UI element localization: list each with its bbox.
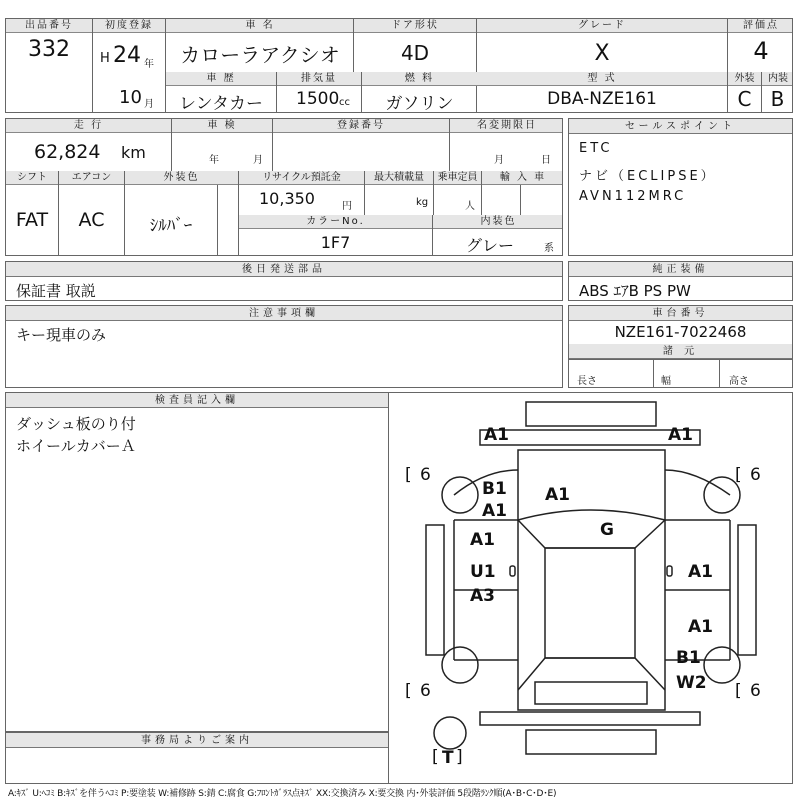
name-change-day-unit: 日 (541, 155, 551, 166)
aircon-label: エアコン (59, 171, 124, 185)
sale-point-3: AVN112MRC (579, 189, 687, 204)
inspector-label: 検査員記入欄 (6, 393, 388, 408)
later-parts-label: 後日発送部品 (6, 262, 562, 277)
car-name: カローラアクシオ (180, 43, 340, 67)
mileage-label: 走 行 (6, 119, 171, 133)
mid-table (5, 118, 563, 256)
damage-mark: A1 (688, 617, 713, 637)
history-label: 車 歴 (166, 72, 276, 86)
damage-mark: B1 (676, 648, 701, 668)
reg-no-label: 登録番号 (273, 119, 449, 133)
fuel: ガソリン (385, 94, 454, 113)
damage-mark: T (442, 748, 454, 768)
name-change-month-unit: 月 (494, 155, 504, 166)
first-reg-year: 24 (113, 43, 141, 68)
interior-label: 内装 (761, 72, 793, 86)
damage-mark: A1 (688, 562, 713, 582)
tire-label-rr: 6 (750, 681, 761, 701)
car-damage-diagram (389, 393, 792, 783)
aircon: AC (78, 209, 105, 231)
damage-mark: A1 (482, 501, 507, 521)
grade: X (594, 41, 610, 66)
exterior-label: 外装 (728, 72, 761, 86)
max-load-label: 最大積載量 (365, 171, 433, 185)
doors: 4D (400, 41, 430, 65)
name-change-label: 名変期限日 (450, 119, 563, 133)
color-no-label: カラーNo. (239, 215, 432, 229)
inspection-month-unit: 月 (253, 155, 263, 166)
first-reg-month-unit: 月 (144, 99, 154, 110)
tire-label-fr: 6 (750, 465, 761, 485)
first-reg-era: H (100, 51, 110, 66)
specs-height: 高さ (729, 376, 749, 387)
sale-points-label: セールスポイント (569, 119, 792, 134)
sale-point-1: ETC (579, 141, 613, 156)
genuine-equipment (568, 261, 793, 301)
svg-text:[: [ (735, 681, 742, 701)
office-notice (5, 732, 388, 784)
exterior: C (737, 87, 752, 111)
fuel-label: 燃 料 (362, 72, 477, 86)
tire-label-fl: 6 (420, 465, 431, 485)
first-reg-year-unit: 年 (144, 59, 154, 70)
svg-text:[: [ (432, 747, 439, 767)
lot-no: 332 (28, 37, 70, 62)
int-color-unit: 系 (544, 243, 554, 254)
capacity-unit: 人 (465, 201, 475, 212)
notes (5, 305, 563, 388)
damage-mark: W2 (676, 673, 707, 693)
model: DBA-NZE161 (547, 89, 657, 109)
color-label: 外装色 (125, 171, 238, 185)
chassis-no: NZE161-7022468 (614, 323, 747, 341)
specs-length: 長さ (577, 376, 597, 387)
capacity-label: 乗車定員 (434, 171, 481, 185)
header-table (5, 18, 793, 113)
genuine-label: 純正装備 (569, 262, 792, 277)
inspector-line-2: ホイールカバーＡ (16, 437, 136, 455)
damage-mark: U1 (470, 562, 496, 582)
svg-text:[: [ (405, 681, 412, 701)
chassis-specs (568, 305, 793, 388)
recycle-label: リサイクル預託金 (239, 171, 364, 185)
history: レンタカー (179, 94, 263, 113)
notes-label: 注意事項欄 (6, 306, 562, 321)
color-no: 1F7 (320, 233, 351, 252)
score: 4 (753, 37, 769, 65)
first-reg-month: 10 (119, 87, 142, 108)
damage-mark: A1 (484, 425, 509, 445)
notes-value: キー現車のみ (16, 326, 107, 344)
genuine-value: ABS ｴｱB PS PW (579, 282, 691, 300)
displacement: 1500 (296, 89, 340, 109)
inspector-notes (5, 392, 388, 732)
damage-mark: A3 (470, 586, 495, 606)
int-color: グレー (466, 236, 515, 255)
svg-text:[: [ (405, 465, 412, 485)
inspection-label: 車 検 (172, 119, 272, 133)
interior: B (770, 87, 785, 111)
chassis-label: 車台番号 (569, 306, 792, 321)
svg-text:[: [ (735, 465, 742, 485)
car-name-label: 車 名 (166, 19, 354, 33)
damage-mark: A1 (545, 485, 570, 505)
doors-label: ドア形状 (354, 19, 476, 33)
office-label: 事務局よりご案内 (6, 733, 388, 748)
specs-label: 諸 元 (569, 344, 792, 359)
score-label: 評価点 (728, 19, 793, 33)
int-color-label: 内装色 (433, 215, 563, 229)
displacement-label: 排気量 (277, 72, 361, 86)
mileage: 62,824 (34, 141, 101, 163)
damage-mark: A1 (470, 530, 495, 550)
max-load-unit: kg (416, 197, 429, 208)
legend: A:ｷｽﾞ U:ﾍｺﾐ B:ｷｽﾞを伴うﾍｺﾐ P:要塗装 W:補修跡 S:錆 C:腐食 G:ﾌﾛﾝﾄｶﾞﾗｽ点ｷｽﾞ XX:交換済み X:要交換 内･外装評価 5段階ﾗﾝｸ順(A･B･C･D･E) (8, 789, 557, 799)
grade-label: グレード (477, 19, 727, 33)
shift-label: シフト (6, 171, 58, 185)
damage-mark: B1 (482, 479, 507, 499)
shift: FAT (15, 209, 49, 231)
later-parts (5, 261, 563, 301)
mileage-unit: km (121, 143, 146, 162)
damage-mark: G (600, 520, 614, 540)
displacement-unit: cc (339, 97, 350, 108)
recycle-unit: 円 (342, 201, 352, 212)
inspector-line-1: ダッシュ板のり付 (16, 415, 136, 433)
damage-mark: A1 (668, 425, 693, 445)
color: ｼﾙﾊﾞｰ (149, 216, 193, 236)
specs-width: 幅 (661, 376, 671, 387)
sale-points (568, 118, 793, 256)
sale-point-2: ナビ（ECLIPSE） (579, 169, 717, 184)
model-label: 型 式 (477, 72, 727, 86)
import-label: 輸 入 車 (482, 171, 563, 185)
recycle: 10,350 (259, 189, 315, 208)
svg-text:]: ] (456, 747, 463, 767)
tire-label-rl: 6 (420, 681, 431, 701)
later-parts-value: 保証書 取説 (16, 282, 96, 300)
lot-no-label: 出品番号 (6, 19, 92, 33)
inspection-year-unit: 年 (209, 155, 219, 166)
first-reg-label: 初度登録 (93, 19, 165, 33)
